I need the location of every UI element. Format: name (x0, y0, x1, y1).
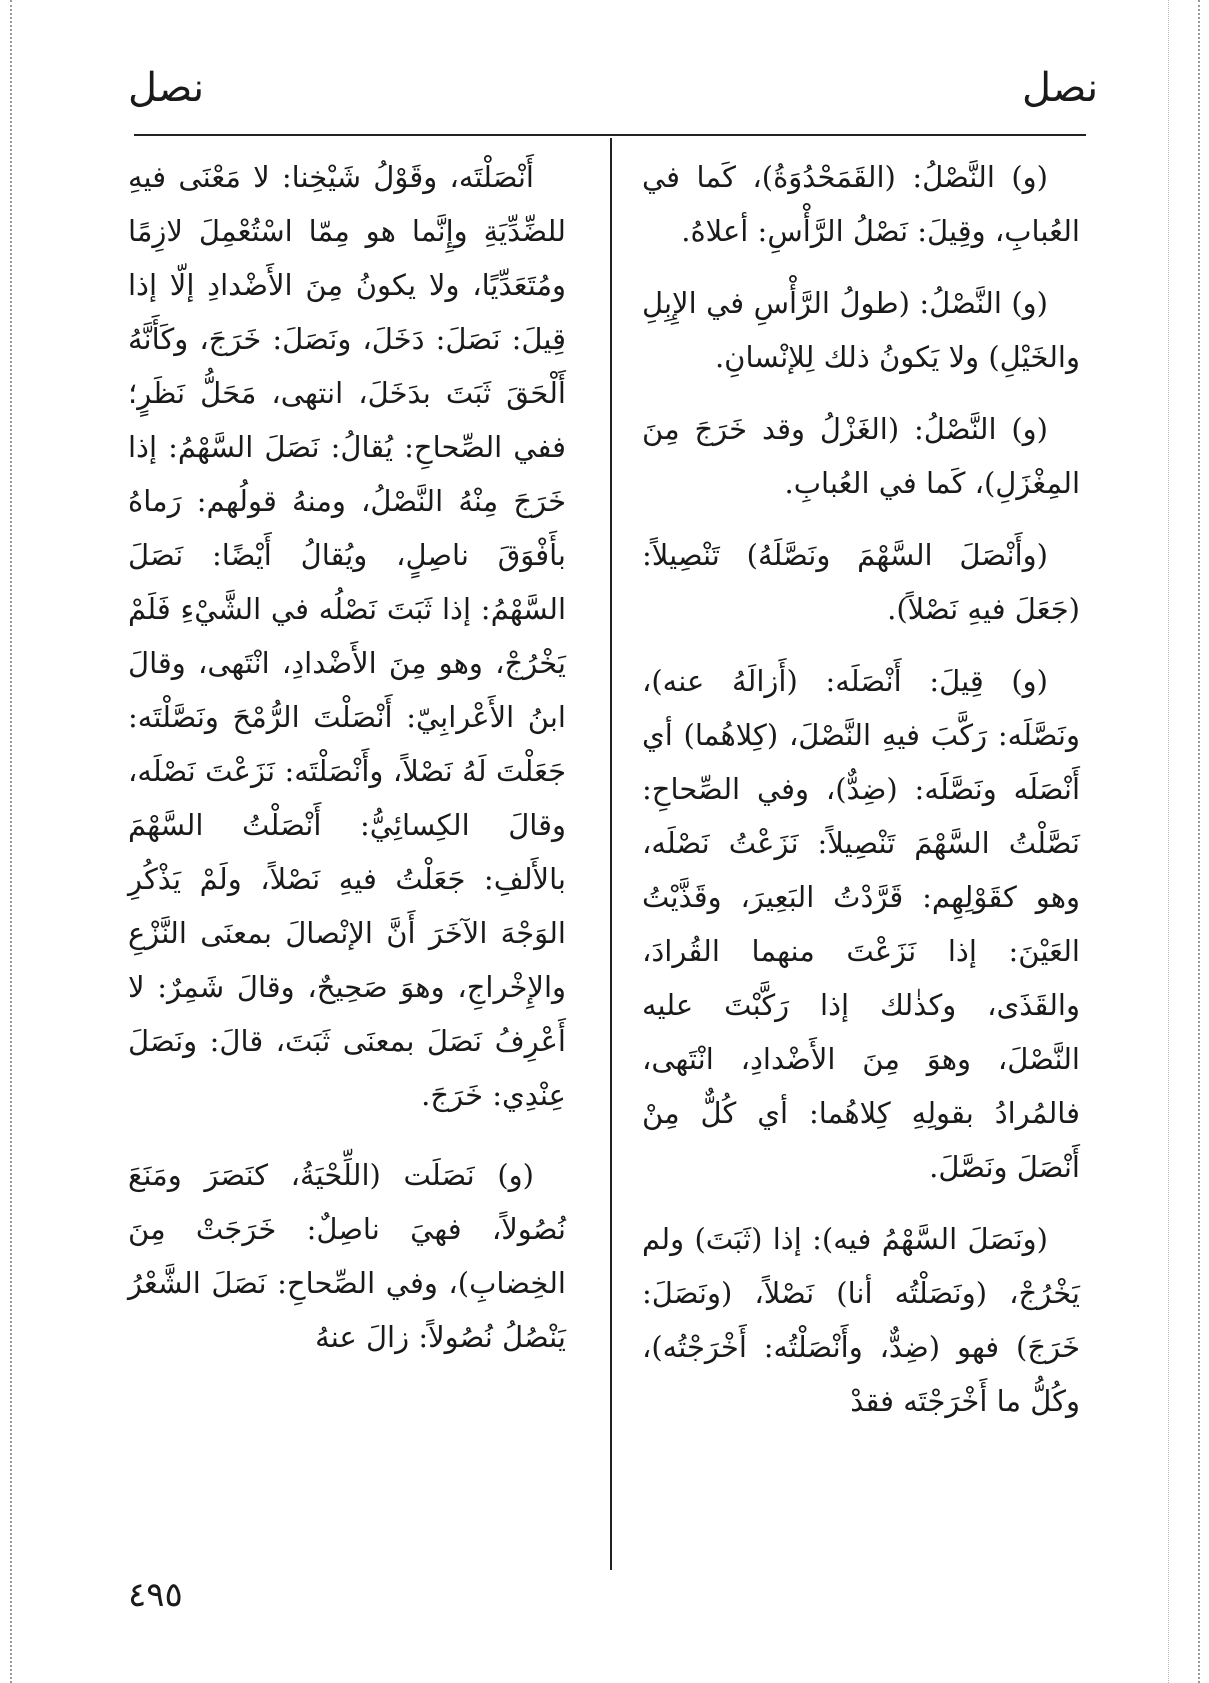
left-column (128, 150, 566, 1390)
scan-crease (1168, 0, 1169, 1683)
entry-paragraph: أَنْصَلْتَه، وقَوْلُ شَيْخِنا: لا مَعْنَى فيهِ للضِّدِّيَةِ وإِنَّما هو مِمّا اسْتُعْمِلَ لازِمًا ومُتَعَدِّيًا، ولا يكونُ مِنَ الأَضْدادِ إلّا إذا قِيلَ: نَصَلَ: دَخَلَ، ونَصَلَ: خَرَجَ، وكَأَنَّهُ أَلْحَقَ ثَبَتَ بدَخَلَ، انتهى، مَحَلُّ نَظَرٍ؛ ففي الصِّحاحِ: يُقالُ: نَصَلَ السَّهْمُ: إذا خَرَجَ مِنْهُ النَّصْلُ، ومنهُ قولُهم: رَماهُ بأَفْوَقَ ناصِلٍ، ويُقالُ أَيْضًا: نَصَلَ السَّهْمُ: إذا ثَبَتَ نَصْلُه في الشَّيْءِ فَلَمْ يَخْرُجْ، وهو مِنَ الأَضْدادِ، انْتَهى، وقالَ ابنُ الأَعْرابِيّ: أَنْصَلْتَ الرُّمْحَ ونَصَّلْتَه: جَعَلْتَ لَهُ نَصْلاً، وأَنْصَلْتَه: نَزَعْتَ نَصْلَه، وقالَ الكِسائِيُّ: أَنْصَلْتُ السَّهْمَ بالأَلفِ: جَعَلْتُ فيهِ نَصْلاً، ولَمْ يَذْكُرِ الوَجْهَ الآخَرَ أَنَّ الإنْصالَ بمعنَى النَّزْعِ والإِخْراجِ، وهوَ صَحِيحٌ، وقالَ شَمِرٌ: لا أَعْرِفُ نَصَلَ بمعنَى ثَبَتَ، قالَ: ونَصَلَ عِنْدِي: خَرَجَ. (128, 160, 566, 1112)
scan-edge-left (10, 0, 12, 1683)
entry-paragraph: (وأَنْصَلَ السَّهْمَ ونَصَّلَهُ) تَنْصِيلاً: (جَعَلَ فيهِ نَصْلاً). (642, 538, 1080, 626)
header-rule (134, 134, 1086, 136)
right-column (642, 150, 1080, 1428)
entry-paragraph: (و) نَصَلَت (اللِّحْيَةُ، كنَصَرَ ومَنَعَ نُصُولاً، فهيَ ناصِلٌ: خَرَجَتْ مِنَ الخِضابِ)، وفي الصِّحاحِ: نَصَلَ الشَّعْرُ يَنْصُلُ نُصُولاً: زالَ عنهُ (128, 1158, 566, 1354)
entry-paragraph: (و) النَّصْلُ: (طولُ الرَّأْسِ في الإِبِلِ والخَيْلِ) ولا يَكونُ ذلك لِلإنْسانِ. (642, 286, 1080, 374)
entry-paragraph: (و) النَّصْلُ: (القَمَحْدُوَةُ)، كَما في العُبابِ، وقِيلَ: نَصْلُ الرَّأْسِ: أعلاهُ. (642, 160, 1080, 248)
entry-paragraph: (ونَصَلَ السَّهْمُ فيه): إذا (ثَبَتَ) ولم يَخْرُجْ، (ونَصَلْتُه أنا) نَصْلاً، (ونَصَلَ: خَرَجَ) فهو (ضِدٌّ، وأَنْصَلْتُه: أَخْرَجْتُه)، وكُلُّ ما أَخْرَجْتَه فقدْ (642, 1222, 1080, 1418)
scan-edge-right (1198, 0, 1200, 1683)
page-number: ٤٩٥ (128, 1575, 183, 1615)
running-head-left: نصل (128, 65, 205, 111)
running-head-right: نصل (1022, 65, 1099, 111)
column-divider (610, 138, 612, 1570)
entry-paragraph: (و) النَّصْلُ: (الغَزْلُ وقد خَرَجَ مِنَ المِغْزَلِ)، كَما في العُبابِ. (642, 412, 1080, 500)
entry-paragraph: (و) قِيلَ: أَنْصَلَه: (أَزالَهُ عنه)، ونَصَّلَه: رَكَّبَ فيهِ النَّصْلَ، (كِلاهُما) أي أَنْصَلَه ونَصَّلَه: (ضِدٌّ)، وفي الصِّحاحِ: نَصَّلْتُ السَّهْمَ تَنْصِيلاً: نَزَعْتُ نَصْلَه، وهو كقَوْلِهِم: قَرَّدْتُ البَعِيرَ، وقَذَّيْتُ العَيْنَ: إذا نَزَعْتَ منهما القُرادَ، والقَذَى، وكذٰلك إذا رَكَّبْتَ عليه النَّصْلَ، وهوَ مِنَ الأَضْدادِ، انْتَهى، فالمُرادُ بقولِهِ كِلاهُما: أي كُلٌّ مِنْ أَنْصَلَ ونَصَّلَ. (642, 664, 1080, 1184)
